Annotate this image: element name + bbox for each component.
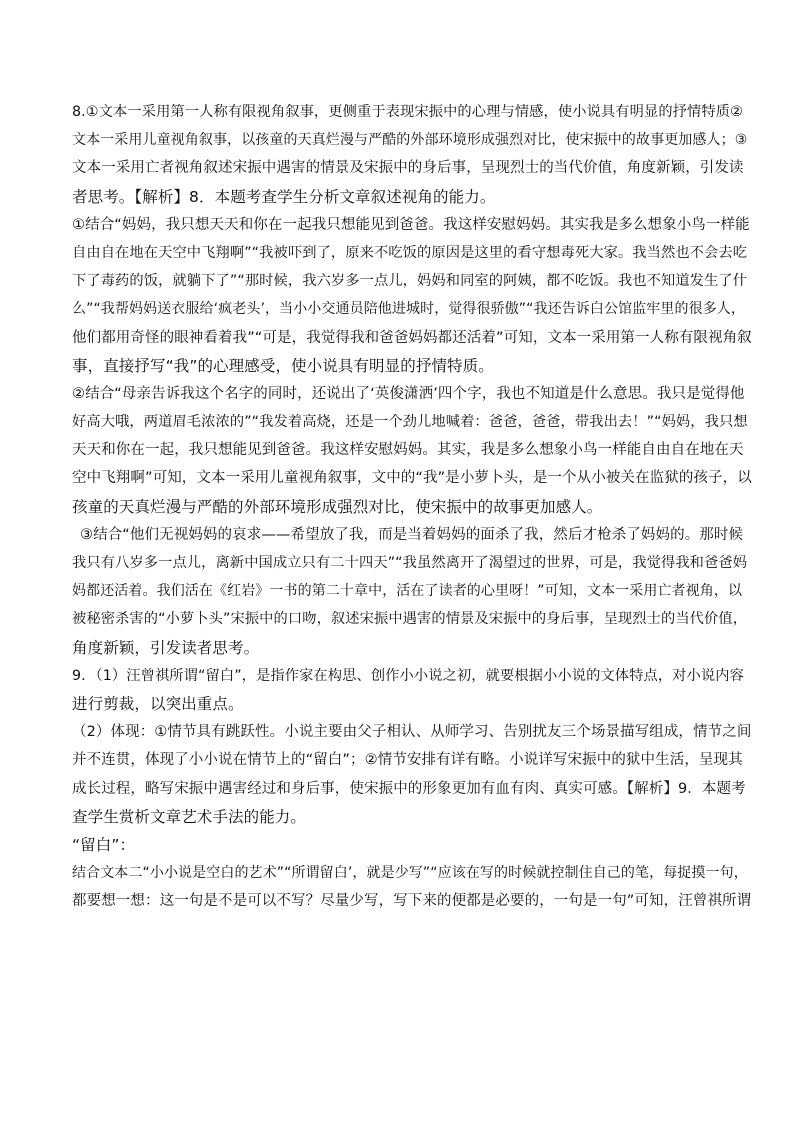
answer-8-line-1: 8.①文本一采用第一人称有限视角叙事，更侧重于表现宋振中的心理与情感，使小说具有明显的抒情特质② — [72, 104, 743, 120]
analysis-point-3-line-1: ③结合“他们无视妈妈的哀求——希望放了我，而是当着妈妈的面杀了我，然后才枪杀了妈妈的。那时候 — [80, 526, 744, 543]
answer-document — [72, 98, 752, 915]
analysis-point-3-line-5: 角度新颖，引发读者思考。 — [72, 638, 260, 657]
answer-9-part-2-line-1: （2）体现：①情节具有跳跃性。小说主要由父子相认、从师学习、告别扰友三个场景描写组成，情节之间 — [72, 724, 752, 741]
analysis-point-2-line-3: 天天和你在一起，我只想能见到爸爸。我这样安慰妈妈。其实，我是多么想象小鸟一样能自由自在地在天 — [72, 442, 744, 459]
analysis-point-1-line-4: 么”“我帮妈妈送衣服给‘疯老头’，当小小交通员陪他进城时，觉得很骄傲”“我还告诉白公馆监牢里的很多人， — [72, 301, 746, 318]
analysis-point-1-line-5: 他们都用奇怪的眼神看着我”“可是，我觉得我和爸爸妈妈都还活着”可知，文本一采用第一人称有限视角叙 — [72, 329, 752, 346]
analysis-point-3-line-4: 被秘密杀害的“小萝卜头”宋振中的口吻，叙述宋振中遇害的情景及宋振中的身后事，呈现烈士的当代价值， — [72, 611, 748, 628]
answer-9-part-2-line-3: 成长过程，略写宋振中遇害经过和身后事，使宋振中的形象更加有血有肉、真实可感。【解析】9．本题考 — [72, 780, 746, 797]
liubai-line-2: 都要想一想：这一句是不是可以不写？尽量少写，写下来的便都是必要的，一句是一句”可知，汪曾祺所谓 — [72, 893, 752, 910]
answer-9-part-1-line-2: 进行剪裁，以突出重点。 — [72, 694, 244, 713]
answer-9-part-1-line-1: 9．（1）汪曾祺所谓“留白”，是指作家在构思、创作小小说之初，就要根据小小说的文体特点，对小说内容 — [72, 667, 744, 684]
answer-8-line-2: 文本一采用儿童视角叙事，以孩童的天真烂漫与严酷的外部环境形成强烈对比，使宋振中的故事更加感人；③ — [72, 132, 748, 149]
analysis-point-2-line-5: 孩童的天真烂漫与严酷的外部环境形成强烈对比，使宋振中的故事更加感人。 — [72, 497, 603, 516]
analysis-point-3-line-3: 妈都还活着。我们活在《红岩》一书的第二十章中，活在了读者的心里呀！”可知，文本一采用亡者视角，以 — [72, 583, 743, 600]
analysis-point-1-line-1: ①结合“妈妈，我只想天天和你在一起我只想能见到爸爸。我这样安慰妈妈。其实我是多么想象小鸟一样能 — [72, 216, 750, 233]
liubai-heading: “留白”： — [72, 835, 136, 854]
answer-8-analysis-heading: 者思考。【解析】8．本题考查学生分析文章叙述视角的能力。 — [72, 187, 496, 206]
analysis-point-2-line-1: ②结合“母亲告诉我这个名字的同时，还说出了‘英俊潇洒’四个字，我也不知道是什么意思。我只是觉得他 — [72, 385, 745, 402]
analysis-point-1-line-6: 事，直接抒写“我”的心理感受，使小说具有明显的抒情特质。 — [72, 356, 494, 375]
answer-8-line-3: 文本一采用亡者视角叙述宋振中遇害的情景及宋振中的身后事，呈现烈士的当代价值，角度新颖，引发读 — [72, 160, 744, 177]
answer-9-analysis-line: 查学生赏析文章艺术手法的能力。 — [72, 807, 307, 826]
analysis-point-2-line-4: 空中飞翔啊”可知，文本一采用儿童视角叙事，文中的“我”是小萝卜头，是一个从小被关在监狱的孩子，以 — [72, 470, 752, 487]
analysis-point-2-line-2: 好高大哦，两道眉毛浓浓的”“我发着高烧，还是一个劲儿地喊着：爸爸，爸爸，带我出去！”“妈妈，我只想 — [72, 414, 748, 431]
answer-9-part-2-line-2: 并不连贯，体现了小小说在情节上的“留白”；②情节安排有详有略。小说详写宋振中的狱中生活，呈现其 — [72, 752, 743, 769]
analysis-point-1-line-3: 下了毒药的饭，就躺下了”“那时候，我六岁多一点儿，妈妈和同室的阿姨，都不吃饭。我也不知道发生了什 — [72, 273, 748, 290]
liubai-line-1: 结合文本二“小小说是空白的艺术”“所谓留白’，就是少写”“应该在写的时候就控制住自己的笔，每捉摸一句， — [72, 865, 748, 882]
analysis-point-1-line-2: 自由自在地在天空中飞翔啊”“我被吓到了，原来不吃饭的原因是这里的看守想毒死大家。我当然也不会去吃 — [72, 244, 748, 261]
analysis-point-3-line-2: 我只有八岁多一点儿，离新中国成立只有二十四天”“我虽然离开了渴望过的世界，可是，我觉得我和爸爸妈 — [72, 555, 748, 571]
